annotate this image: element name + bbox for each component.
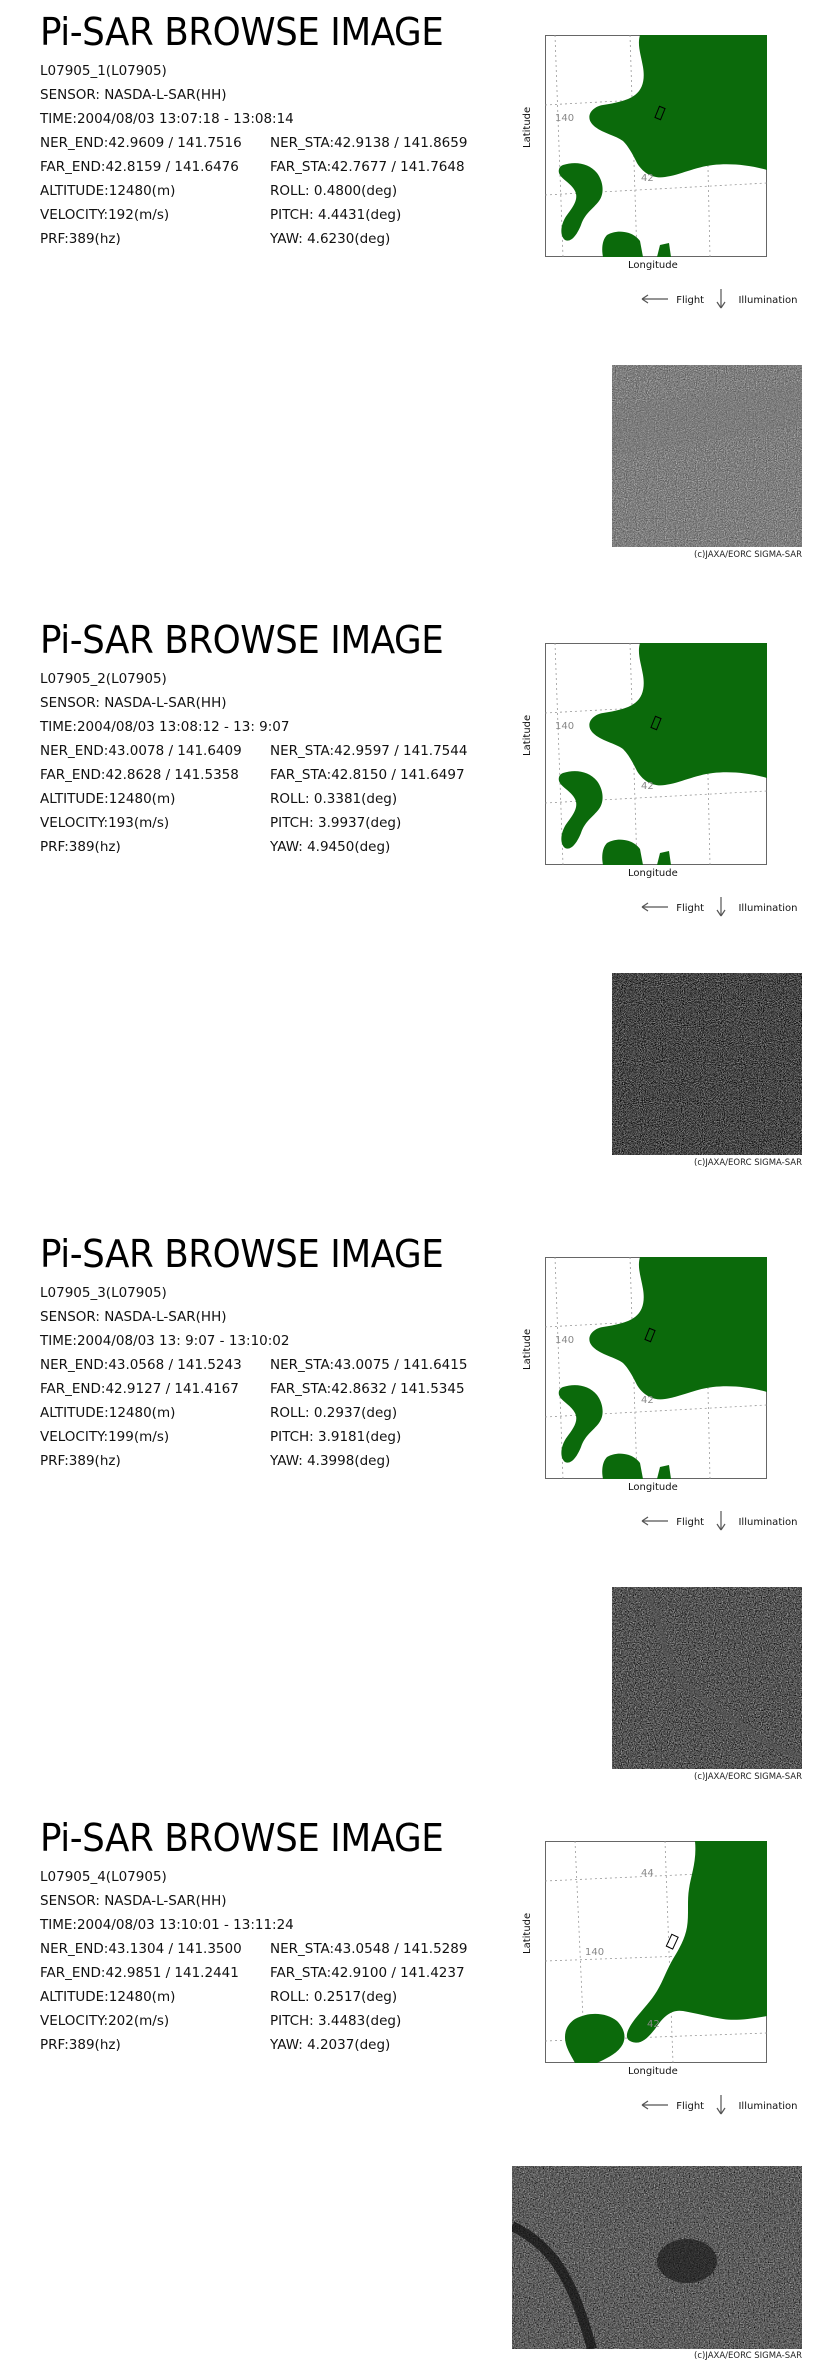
far-end-text: FAR_END:42.9851 / 141.2441	[40, 1965, 239, 1981]
far-sta-text: FAR_STA:42.9100 / 141.4237	[270, 1965, 465, 1981]
illumination-label: Illumination	[738, 295, 798, 306]
roll-text: ROLL: 0.2937(deg)	[270, 1405, 398, 1421]
arrow-left-icon	[640, 901, 670, 916]
illumination-label: Illumination	[738, 903, 798, 914]
illumination-label: Illumination	[738, 2101, 798, 2112]
ner-sta-text: NER_STA:42.9597 / 141.7544	[270, 743, 468, 759]
flight-label: Flight	[676, 903, 705, 914]
flight-legend	[640, 896, 797, 914]
sar-browse-image	[512, 2166, 802, 2349]
ner-sta-text: NER_STA:43.0548 / 141.5289	[270, 1941, 468, 1957]
yaw-text: YAW: 4.3998(deg)	[270, 1453, 391, 1469]
roll-text: ROLL: 0.4800(deg)	[270, 183, 398, 199]
flight-legend	[640, 1510, 797, 1528]
browse-section-3	[0, 1222, 822, 1822]
latitude-axis-label: Latitude	[522, 714, 533, 756]
far-sta-text: FAR_STA:42.7677 / 141.7648	[270, 159, 465, 175]
page-title: Pi-SAR BROWSE IMAGE	[40, 618, 444, 662]
location-map	[545, 1257, 767, 1479]
arrow-left-icon	[640, 2099, 670, 2114]
copyright-credit: (c)JAXA/EORC SIGMA-SAR	[694, 1158, 802, 1168]
far-sta-text: FAR_STA:42.8632 / 141.5345	[270, 1381, 465, 1397]
sensor-text: SENSOR: NASDA-L-SAR(HH)	[40, 87, 227, 103]
sensor-text: SENSOR: NASDA-L-SAR(HH)	[40, 1893, 227, 1909]
altitude-text: ALTITUDE:12480(m)	[40, 1989, 176, 2005]
arrow-down-icon	[715, 2094, 727, 2119]
prf-text: PRF:389(hz)	[40, 231, 121, 247]
copyright-credit: (c)JAXA/EORC SIGMA-SAR	[694, 2351, 802, 2361]
far-sta-text: FAR_STA:42.8150 / 141.6497	[270, 767, 465, 783]
ner-end-text: NER_END:43.0568 / 141.5243	[40, 1357, 242, 1373]
ner-end-text: NER_END:42.9609 / 141.7516	[40, 135, 242, 151]
arrow-down-icon	[715, 1510, 727, 1535]
location-map	[545, 643, 767, 865]
arrow-left-icon	[640, 293, 670, 308]
flight-legend	[640, 288, 797, 306]
flight-label: Flight	[676, 1517, 705, 1528]
ner-sta-text: NER_STA:42.9138 / 141.8659	[270, 135, 468, 151]
longitude-axis-label: Longitude	[628, 868, 678, 879]
pitch-text: PITCH: 3.9181(deg)	[270, 1429, 402, 1445]
latitude-axis-label: Latitude	[522, 1328, 533, 1370]
longitude-axis-label: Longitude	[628, 2066, 678, 2077]
grid-label: 44	[641, 1868, 654, 1879]
sar-browse-image	[612, 365, 802, 547]
far-end-text: FAR_END:42.8628 / 141.5358	[40, 767, 239, 783]
page-title: Pi-SAR BROWSE IMAGE	[40, 1232, 444, 1276]
scene-id: L07905_2(L07905)	[40, 671, 167, 687]
scene-id: L07905_4(L07905)	[40, 1869, 167, 1885]
pitch-text: PITCH: 4.4431(deg)	[270, 207, 402, 223]
grid-label: 140	[585, 1947, 605, 1958]
scene-id: L07905_1(L07905)	[40, 63, 167, 79]
arrow-down-icon	[715, 288, 727, 313]
grid-label: 42	[647, 2019, 660, 2030]
time-text: TIME:2004/08/03 13: 9:07 - 13:10:02	[40, 1333, 290, 1349]
arrow-left-icon	[640, 1515, 670, 1530]
altitude-text: ALTITUDE:12480(m)	[40, 1405, 176, 1421]
yaw-text: YAW: 4.2037(deg)	[270, 2037, 391, 2053]
grid-label: 42	[641, 781, 654, 792]
ner-end-text: NER_END:43.0078 / 141.6409	[40, 743, 242, 759]
sar-browse-image	[612, 1587, 802, 1769]
location-map	[545, 35, 767, 257]
velocity-text: VELOCITY:193(m/s)	[40, 815, 170, 831]
latitude-axis-label: Latitude	[522, 1912, 533, 1954]
time-text: TIME:2004/08/03 13:08:12 - 13: 9:07	[40, 719, 290, 735]
pitch-text: PITCH: 3.9937(deg)	[270, 815, 402, 831]
grid-label: 140	[555, 721, 575, 732]
browse-section-2	[0, 608, 822, 1208]
roll-text: ROLL: 0.3381(deg)	[270, 791, 398, 807]
grid-label: 140	[555, 113, 575, 124]
yaw-text: YAW: 4.6230(deg)	[270, 231, 391, 247]
longitude-axis-label: Longitude	[628, 260, 678, 271]
browse-section-4	[0, 1806, 822, 2380]
copyright-credit: (c)JAXA/EORC SIGMA-SAR	[694, 550, 802, 560]
far-end-text: FAR_END:42.9127 / 141.4167	[40, 1381, 239, 1397]
sensor-text: SENSOR: NASDA-L-SAR(HH)	[40, 1309, 227, 1325]
page-title: Pi-SAR BROWSE IMAGE	[40, 10, 444, 54]
pitch-text: PITCH: 3.4483(deg)	[270, 2013, 402, 2029]
flight-label: Flight	[676, 295, 705, 306]
altitude-text: ALTITUDE:12480(m)	[40, 183, 176, 199]
roll-text: ROLL: 0.2517(deg)	[270, 1989, 398, 2005]
flight-legend	[640, 2094, 797, 2112]
illumination-label: Illumination	[738, 1517, 798, 1528]
grid-label: 140	[555, 1335, 575, 1346]
velocity-text: VELOCITY:199(m/s)	[40, 1429, 170, 1445]
latitude-axis-label: Latitude	[522, 106, 533, 148]
ner-sta-text: NER_STA:43.0075 / 141.6415	[270, 1357, 468, 1373]
ner-end-text: NER_END:43.1304 / 141.3500	[40, 1941, 242, 1957]
browse-section-1	[0, 0, 822, 600]
copyright-credit: (c)JAXA/EORC SIGMA-SAR	[694, 1772, 802, 1782]
location-map	[545, 1841, 767, 2063]
scene-id: L07905_3(L07905)	[40, 1285, 167, 1301]
longitude-axis-label: Longitude	[628, 1482, 678, 1493]
far-end-text: FAR_END:42.8159 / 141.6476	[40, 159, 239, 175]
sar-browse-image	[612, 973, 802, 1155]
prf-text: PRF:389(hz)	[40, 1453, 121, 1469]
altitude-text: ALTITUDE:12480(m)	[40, 791, 176, 807]
velocity-text: VELOCITY:202(m/s)	[40, 2013, 170, 2029]
sensor-text: SENSOR: NASDA-L-SAR(HH)	[40, 695, 227, 711]
arrow-down-icon	[715, 896, 727, 921]
grid-label: 42	[641, 1395, 654, 1406]
time-text: TIME:2004/08/03 13:07:18 - 13:08:14	[40, 111, 294, 127]
velocity-text: VELOCITY:192(m/s)	[40, 207, 170, 223]
page-title: Pi-SAR BROWSE IMAGE	[40, 1816, 444, 1860]
time-text: TIME:2004/08/03 13:10:01 - 13:11:24	[40, 1917, 294, 1933]
flight-label: Flight	[676, 2101, 705, 2112]
prf-text: PRF:389(hz)	[40, 839, 121, 855]
yaw-text: YAW: 4.9450(deg)	[270, 839, 391, 855]
grid-label: 42	[641, 173, 654, 184]
prf-text: PRF:389(hz)	[40, 2037, 121, 2053]
